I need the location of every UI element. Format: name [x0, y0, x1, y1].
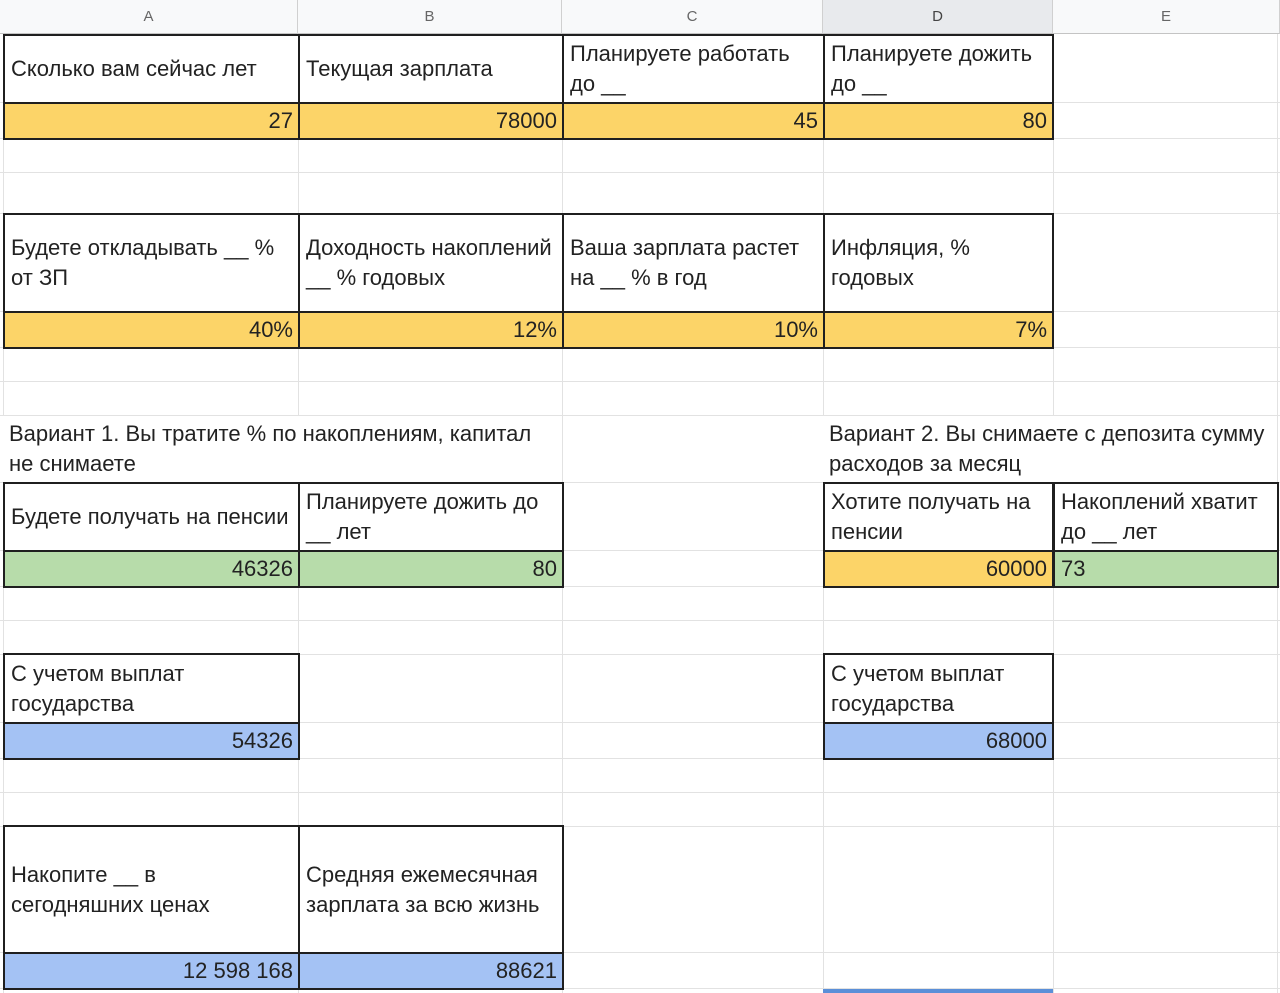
variant1-state-label[interactable]: С учетом выплат государства — [3, 653, 300, 724]
inflation-value[interactable]: 7% — [823, 311, 1054, 349]
variant2-lasts-until-value[interactable]: 73 — [1053, 550, 1279, 588]
salary-value[interactable]: 78000 — [298, 102, 564, 140]
variant2-state-label[interactable]: С учетом выплат государства — [823, 653, 1054, 724]
average-salary-value[interactable]: 88621 — [298, 952, 564, 990]
column-header-c[interactable]: C — [562, 0, 823, 34]
selection-indicator — [823, 989, 1053, 993]
age-value[interactable]: 27 — [3, 102, 300, 140]
accumulated-value[interactable]: 12 598 168 — [3, 952, 300, 990]
age-label[interactable]: Сколько вам сейчас лет — [3, 34, 300, 104]
salary-label[interactable]: Текущая зарплата — [298, 34, 564, 104]
savings-rate-label[interactable]: Будете откладывать __ % от ЗП — [3, 213, 300, 313]
work-until-label[interactable]: Планируете работать до __ — [562, 34, 825, 104]
column-header-a[interactable]: A — [0, 0, 298, 34]
variant2-state-value[interactable]: 68000 — [823, 722, 1054, 760]
accumulated-label[interactable]: Накопите __ в сегодняшних ценах — [3, 825, 300, 954]
variant2-pension-value[interactable]: 60000 — [823, 550, 1054, 588]
variant1-pension-value[interactable]: 46326 — [3, 550, 300, 588]
variant1-pension-label[interactable]: Будете получать на пенсии — [3, 482, 300, 552]
average-salary-label[interactable]: Средняя ежемесячная зарплата за всю жизнь — [298, 825, 564, 954]
live-until-value[interactable]: 80 — [823, 102, 1054, 140]
column-header-d[interactable]: D — [823, 0, 1053, 34]
variant1-live-until-value[interactable]: 80 — [298, 550, 564, 588]
column-header-e[interactable]: E — [1053, 0, 1280, 34]
inflation-label[interactable]: Инфляция, % годовых — [823, 213, 1054, 313]
variant1-live-until-label[interactable]: Планируете дожить до __ лет — [298, 482, 564, 552]
variant2-pension-label[interactable]: Хотите получать на пенсии — [823, 482, 1054, 552]
work-until-value[interactable]: 45 — [562, 102, 825, 140]
variant2-lasts-until-label[interactable]: Накоплений хватит до __ лет — [1053, 482, 1279, 552]
savings-rate-value[interactable]: 40% — [3, 311, 300, 349]
variant1-title[interactable]: Вариант 1. Вы тратите % по накоплениям, капитал не снимаете — [3, 416, 562, 482]
variant1-state-value[interactable]: 54326 — [3, 722, 300, 760]
salary-growth-value[interactable]: 10% — [562, 311, 825, 349]
column-header-b[interactable]: B — [298, 0, 562, 34]
yield-value[interactable]: 12% — [298, 311, 564, 349]
live-until-label[interactable]: Планируете дожить до __ — [823, 34, 1054, 104]
salary-growth-label[interactable]: Ваша зарплата растет на __ % в год — [562, 213, 825, 313]
yield-label[interactable]: Доходность накоплений __ % годовых — [298, 213, 564, 313]
variant2-title[interactable]: Вариант 2. Вы снимаете с депозита сумму расходов за месяц — [823, 416, 1277, 482]
